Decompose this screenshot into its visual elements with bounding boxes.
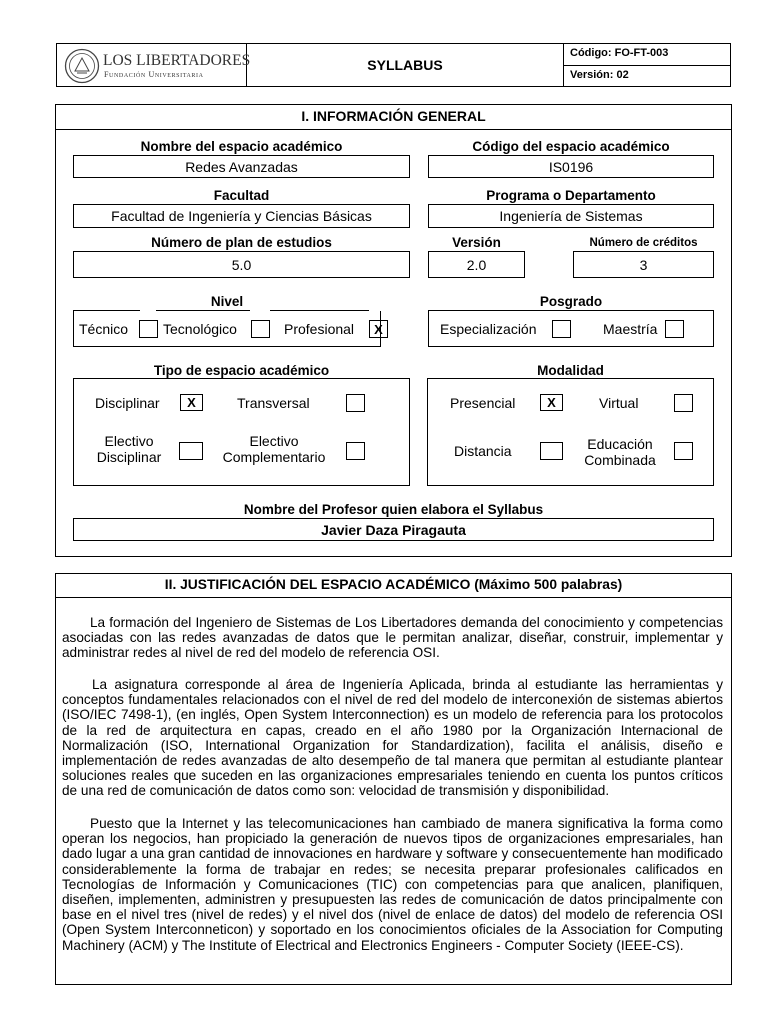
tipo-electivo-complementario-label: Electivo Complementario [222, 433, 326, 465]
tipo-transversal-label: Transversal [237, 395, 310, 411]
modalidad-distancia-checkbox[interactable] [540, 442, 563, 460]
justification-paragraph: Puesto que la Internet y las telecomunicaciones han cambiado de manera significativa la forma como operan los negocios, han propiciado la generación de nuevos tipos de organizaciones empresariales, han dado lugar a una gran cantidad de innovaciones en hardware y software y consecuentemente han modificado considerablemente la forma de trabajar en redes; se necesita preparar profesionales calificados en Tecnologías de Información y Comunicaciones (TIC) con competencias para que analicen, planifiquen, diseñen, implementen, administren y presupuesten las redes de comunicación de datos principalmente con base en el nivel tres (nivel de redes) y el nivel dos (nivel de enlace de datos) del modelo de referencia OSI (Open System Interconneticon) y soportado en los conocimientos oficiales de la Association for Computing Machinery (ACM) y The Institute of Electrical and Electronics Engineers - Computer Society (IEEE-CS). [62, 816, 723, 953]
posgrado-especializacion-label: Especialización [440, 321, 537, 337]
posgrado-maestria-label: Maestría [603, 321, 658, 337]
section-title-divider [55, 129, 732, 130]
nivel-tecnico-label: Técnico [79, 321, 129, 337]
modalidad-label: Modalidad [537, 363, 604, 378]
codigo-label: Código del espacio académico [472, 139, 670, 154]
institution-logo [62, 48, 251, 84]
posgrado-especializacion-checkbox[interactable] [552, 320, 571, 338]
nivel-tick [369, 310, 389, 311]
seal-icon [64, 48, 100, 84]
nivel-tecnico-checkbox[interactable] [139, 320, 158, 338]
profesor-field: Javier Daza Piragauta [73, 518, 714, 541]
modalidad-combinada-checkbox[interactable] [674, 442, 693, 460]
version-field: 2.0 [428, 251, 525, 278]
section-1-title: I. INFORMACIÓN GENERAL [301, 108, 486, 124]
creditos-label: Número de créditos [589, 237, 698, 249]
programa-field: Ingeniería de Sistemas [428, 204, 714, 228]
justification-paragraph: La formación del Ingeniero de Sistemas de Los Libertadores demanda del conocimiento y competencias asociadas con las redes avanzadas de datos que le permitan analizar, diseñar, construir, implementar y administrar redes al nivel de red del modelo de referencia OSI. [62, 615, 723, 661]
nivel-tecnologico-checkbox[interactable] [251, 320, 270, 338]
tipo-label: Tipo de espacio académico [153, 363, 330, 378]
facultad-field: Facultad de Ingeniería y Ciencias Básicas [73, 204, 410, 228]
document-version: Versión: 02 [570, 69, 629, 81]
modalidad-virtual-label: Virtual [599, 395, 639, 411]
nombre-field: Redes Avanzadas [73, 155, 410, 178]
nivel-tick [140, 310, 156, 311]
plan-label: Número de plan de estudios [151, 235, 332, 250]
tipo-disciplinar-label: Disciplinar [95, 395, 160, 411]
programa-label: Programa o Departamento [486, 188, 656, 203]
nivel-profesional-label: Profesional [284, 321, 355, 337]
nivel-tick [250, 310, 270, 311]
tipo-electivo-complementario-checkbox[interactable] [346, 442, 365, 460]
version-label: Versión [452, 235, 501, 250]
logo-name: LOS LIBERTADORES [103, 52, 251, 69]
modalidad-combinada-label: Educación Combinada [584, 436, 656, 468]
modalidad-virtual-checkbox[interactable] [674, 394, 693, 412]
creditos-field: 3 [573, 251, 714, 278]
modalidad-presencial-label: Presencial [450, 395, 516, 411]
codigo-field: IS0196 [428, 155, 714, 178]
modalidad-presencial-checkbox[interactable]: X [540, 394, 563, 411]
document-title: SYLLABUS [367, 57, 443, 73]
tipo-electivo-disciplinar-checkbox[interactable] [179, 442, 203, 460]
logo-subtitle: Fundación Universitaria [104, 70, 204, 79]
tipo-electivo-disciplinar-label: Electivo Disciplinar [96, 433, 162, 465]
facultad-label: Facultad [213, 188, 270, 203]
tipo-disciplinar-checkbox[interactable]: X [180, 394, 203, 411]
plan-field: 5.0 [73, 251, 410, 278]
header-divider [563, 65, 731, 66]
nivel-profesional-checkbox[interactable]: X [369, 320, 388, 338]
posgrado-label: Posgrado [539, 294, 603, 309]
justification-paragraph: La asignatura corresponde al área de Ingeniería Aplicada, brinda al estudiante las herramientas y conceptos fundamentales relacionados con el nivel de red del modelo de interconexión de sistemas abiertos (ISO/IEC 7498-1), (en inglés, Open System Interconnection) es un modelo de referencia para los protocolos de la red de arquitectura en capas, creado en el año 1980 por la Organización Internacional de Normalización (ISO, International Organization for Standardization), facilita el análisis, diseño e implementación de redes avanzadas de alto desempeño de tal manera que permitan al estudiante plantear soluciones reales que suceden en las organizaciones empresariales teniendo en cuenta los puntos críticos de una red de comunicación de datos como son: velocidad de transmisión y disponibilidad. [62, 677, 723, 799]
nombre-label: Nombre del espacio académico [140, 139, 343, 154]
tipo-transversal-checkbox[interactable] [346, 394, 365, 412]
modalidad-distancia-label: Distancia [454, 443, 512, 459]
posgrado-maestria-checkbox[interactable] [665, 320, 684, 338]
document-code: Código: FO-FT-003 [570, 47, 669, 59]
section-2-title: II. JUSTIFICACIÓN DEL ESPACIO ACADÉMICO (Máximo 500 palabras) [164, 577, 623, 592]
nivel-label: Nivel [210, 294, 244, 309]
nivel-tecnologico-label: Tecnológico [163, 321, 237, 337]
profesor-label: Nombre del Profesor quien elabora el Syllabus [243, 502, 544, 517]
section-title-divider [55, 597, 732, 598]
